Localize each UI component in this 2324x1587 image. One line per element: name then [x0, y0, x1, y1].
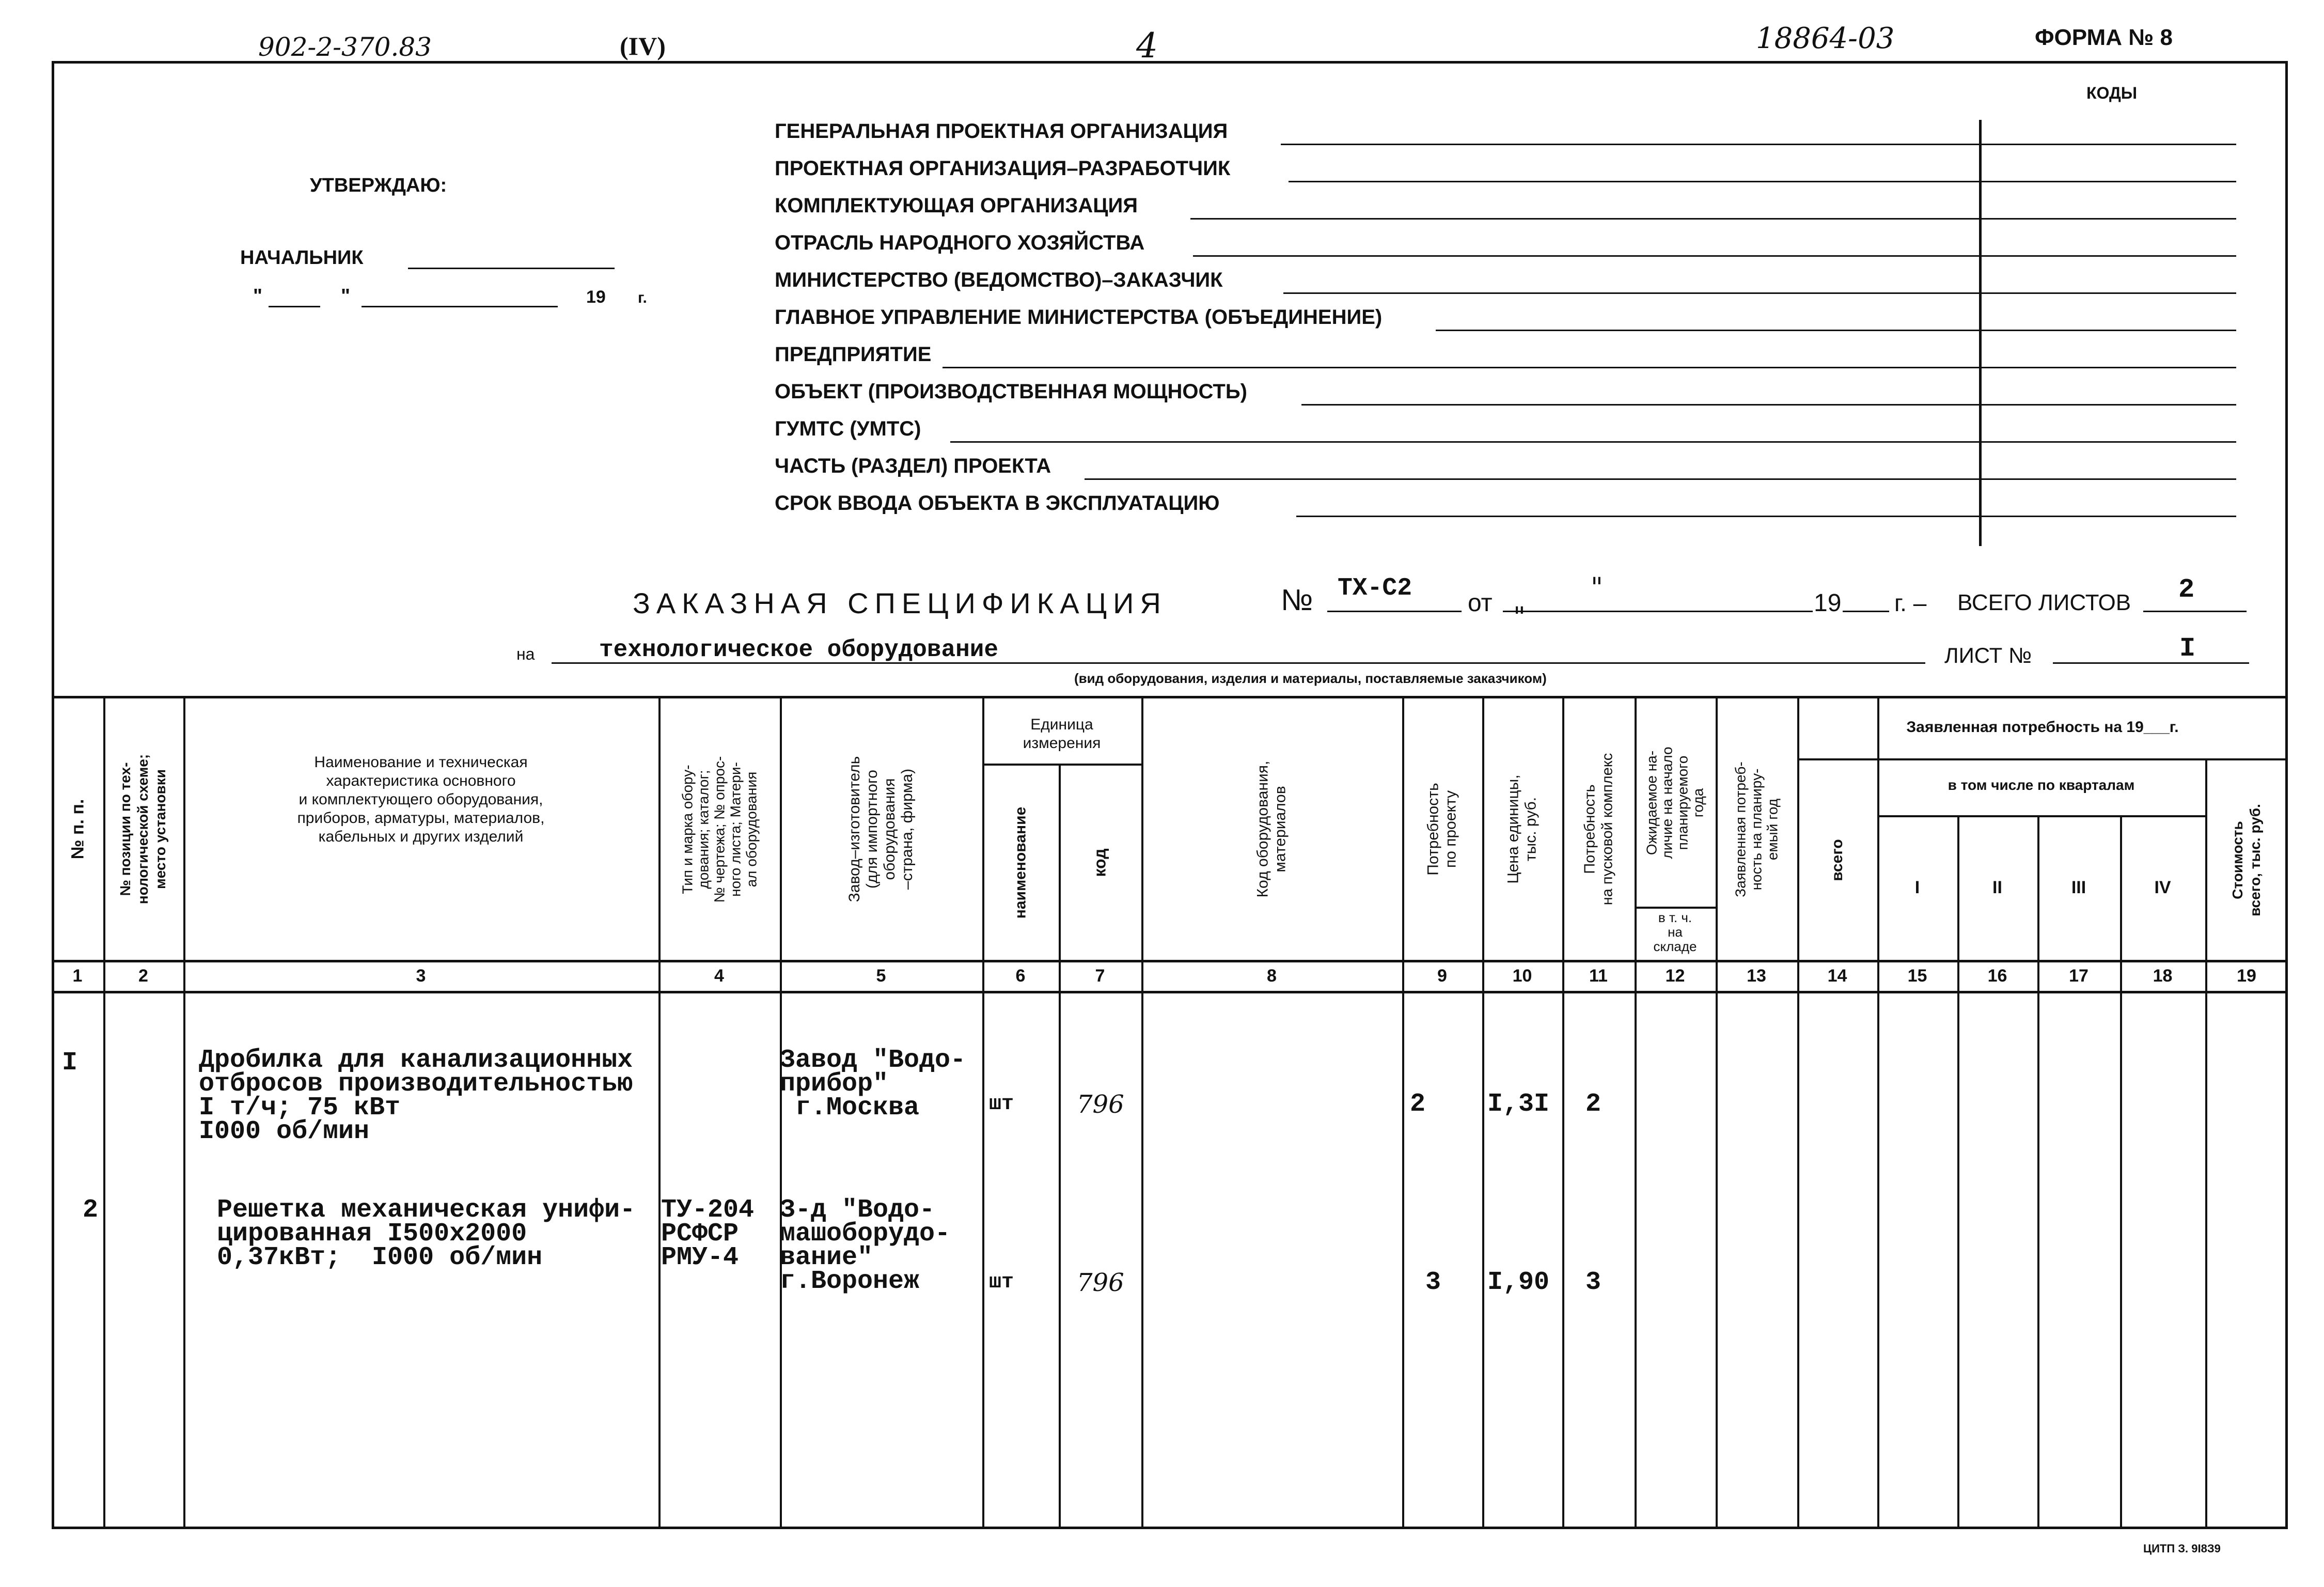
col-header-3: Наименование и техническая характеристика основного и комплектующего оборудования, приборов, арматуры, материалов, кабельных и других изделий — [297, 754, 545, 845]
column-number: 17 — [2069, 966, 2089, 986]
document-code: 902-2-370.83 — [258, 32, 432, 62]
date-year-prefix: 19 — [586, 287, 606, 307]
col-header-4: Тип и марка обору- дования; каталог; № чертежа; № опрос- ного листа; Матери- ал оборудования — [679, 756, 759, 903]
col-header-7: код — [1091, 848, 1109, 877]
org-field-line[interactable] — [1283, 292, 2236, 294]
row-launch: 3 — [1585, 1268, 1601, 1297]
row-unit-code: 796 — [1077, 1268, 1124, 1297]
col-header-10: Цена единицы, тыс. руб. — [1504, 774, 1540, 884]
row-unit-code: 796 — [1077, 1090, 1124, 1119]
org-field-line[interactable] — [1281, 144, 2236, 145]
c12-sub-divider — [1635, 907, 1716, 909]
spec-quote-open: " — [1591, 572, 1603, 603]
org-field-line[interactable] — [943, 367, 2236, 368]
column-number: 5 — [876, 966, 886, 986]
row-maker: Завод "Водо- прибор" г.Москва — [780, 1046, 966, 1123]
column-divider — [1957, 817, 1959, 1527]
column-number: 7 — [1095, 966, 1105, 986]
col-header-18: IV — [2154, 878, 2171, 897]
codes-divider — [1979, 120, 1982, 546]
column-number: 16 — [1987, 966, 2007, 986]
col-header-12: Ожидаемое на- личие на начало планируемого года — [1643, 746, 1706, 859]
org-field-line[interactable] — [1289, 181, 2236, 182]
row-launch: 2 — [1585, 1090, 1601, 1119]
spec-sheet-value: I — [2179, 633, 2196, 664]
org-field-label: МИНИСТЕРСТВО (ВЕДОМСТВО)–ЗАКАЗЧИК — [775, 269, 1223, 291]
date-quote-close: " — [341, 285, 351, 307]
org-field-label: ГЛАВНОЕ УПРАВЛЕНИЕ МИНИСТЕРСТВА (ОБЪЕДИНЕНИЕ) — [775, 306, 1383, 329]
column-number: 8 — [1267, 966, 1277, 986]
row-name: Дробилка для канализационных отбросов производительностью I т/ч; 75 кВт I000 об/мин — [199, 1046, 633, 1146]
form-label: ФОРМА № 8 — [2035, 25, 2173, 50]
spec-title: ЗАКАЗНАЯ СПЕЦИФИКАЦИЯ — [633, 587, 1167, 619]
row-unit: шт — [989, 1271, 1014, 1294]
col-header-9: Потребность по проекту — [1424, 783, 1459, 876]
col-header-6: наименование — [1012, 806, 1029, 919]
chief-label: НАЧАЛЬНИК — [240, 247, 364, 269]
col-header-15: I — [1914, 878, 1920, 897]
org-field-line[interactable] — [950, 441, 2236, 443]
spec-total-sheets-label: ВСЕГО ЛИСТОВ — [1957, 590, 2131, 615]
org-field-label: ОБЪЕКТ (ПРОИЗВОДСТВЕННАЯ МОЩНОСТЬ) — [775, 380, 1247, 403]
quarter-group-divider — [1877, 815, 2205, 817]
column-number: 1 — [72, 966, 83, 986]
column-number: 2 — [138, 966, 148, 986]
row-type: ТУ-204 РСФСР РМУ-4 — [661, 1195, 755, 1272]
registration-number: 18864-03 — [1756, 22, 1895, 55]
date-year-suffix: г. — [638, 289, 647, 306]
spec-year-prefix: 19 — [1814, 589, 1842, 617]
spec-from-label: от — [1468, 589, 1493, 617]
org-field-label: ПРЕДПРИЯТИЕ — [775, 343, 932, 366]
column-number: 3 — [416, 966, 426, 986]
plan-group-header: Заявленная потребность на 19___г. — [1906, 719, 2179, 736]
row-number: I — [62, 1048, 78, 1078]
org-field-label: ГЕНЕРАЛЬНАЯ ПРОЕКТНАЯ ОРГАНИЗАЦИЯ — [775, 120, 1228, 143]
org-field-label: ПРОЕКТНАЯ ОРГАНИЗАЦИЯ–РАЗРАБОТЧИК — [775, 157, 1231, 180]
column-number: 12 — [1665, 966, 1685, 986]
org-field-line[interactable] — [1296, 516, 2236, 517]
row-price: I,3I — [1487, 1090, 1550, 1119]
col-header-11: Потребность на пусковой комплекс — [1581, 753, 1615, 906]
spec-subject-note: (вид оборудования, изделия и материалы, поставляемые заказчиком) — [1074, 671, 1547, 686]
row-unit: шт — [989, 1093, 1014, 1116]
org-field-label: ОТРАСЛЬ НАРОДНОГО ХОЗЯЙСТВА — [775, 231, 1145, 254]
approve-label: УТВЕРЖДАЮ: — [310, 175, 447, 196]
column-number: 4 — [714, 966, 724, 986]
org-field-line[interactable] — [1436, 330, 2236, 331]
header-bottom-border — [52, 960, 2288, 962]
row-number: 2 — [83, 1195, 99, 1225]
column-number: 19 — [2237, 966, 2256, 986]
org-field-line[interactable] — [1190, 218, 2236, 220]
org-field-label: ГУМТС (УМТС) — [775, 417, 921, 440]
col-header-8: Код оборудования, материалов — [1254, 760, 1289, 898]
spec-date-line[interactable] — [1503, 611, 1813, 612]
column-number: 10 — [1512, 966, 1532, 986]
org-field-line[interactable] — [1301, 404, 2236, 406]
spec-number-label: № — [1281, 583, 1313, 617]
spec-on-label: на — [516, 645, 535, 663]
column-number: 14 — [1827, 966, 1847, 986]
col-header-19: Стоимость всего, тыс. руб. — [2229, 804, 2264, 916]
unit-group-header: Единица измерения — [1023, 716, 1101, 752]
column-number: 6 — [1015, 966, 1026, 986]
row-maker: З-д "Водо- машоборудо- вание" г.Воронеж — [780, 1195, 951, 1296]
column-number: 18 — [2153, 966, 2173, 986]
col-header-12-sub: в т. ч. на складе — [1653, 910, 1697, 954]
footer-stamp: ЦИТП З. 9I8З9 — [2143, 1542, 2221, 1555]
spec-year-line[interactable] — [1843, 611, 1889, 612]
colnum-bottom-border — [52, 991, 2288, 993]
spec-total-sheets-value: 2 — [2178, 574, 2195, 605]
page-number: 4 — [1136, 26, 1158, 66]
org-field-label: КОМПЛЕКТУЮЩАЯ ОРГАНИЗАЦИЯ — [775, 194, 1138, 217]
date-month-line[interactable] — [362, 306, 558, 307]
date-day-line[interactable] — [269, 306, 320, 307]
row-need: 3 — [1425, 1268, 1441, 1297]
codes-label: КОДЫ — [2086, 84, 2138, 102]
date-quote-open: " — [253, 285, 263, 307]
spec-number-value: ТХ-С2 — [1338, 574, 1412, 602]
spec-number-line[interactable] — [1327, 611, 1462, 612]
spec-total-sheets-line[interactable] — [2143, 611, 2247, 612]
spec-sheet-label: ЛИСТ № — [1944, 643, 2032, 667]
row-need: 2 — [1410, 1090, 1426, 1119]
column-number: 9 — [1437, 966, 1447, 986]
col-header-14: всего — [1828, 839, 1846, 881]
spec-year-suffix: г. – — [1894, 589, 1927, 616]
col-header-1: № п. п. — [68, 799, 88, 860]
org-field-label: СРОК ВВОДА ОБЪЕКТА В ЭКСПЛУАТАЦИЮ — [775, 492, 1220, 515]
column-divider — [2120, 817, 2122, 1527]
album-number: (IV) — [620, 32, 666, 60]
col-header-16: II — [1992, 878, 2002, 897]
col-header-2: № позиции по тех- нологической схеме; место установки — [117, 754, 169, 905]
chief-signature-line[interactable] — [408, 268, 615, 269]
column-number: 11 — [1589, 966, 1608, 986]
col-header-17: III — [2071, 878, 2086, 897]
row-price: I,90 — [1487, 1268, 1550, 1297]
spec-sheet-line[interactable] — [2053, 662, 2249, 664]
spec-quote-close: " — [1513, 602, 1526, 633]
col-header-5: Завод–изготовитель (для импортного оборудования –страна, фирма) — [845, 756, 916, 903]
column-divider — [1877, 698, 1879, 1527]
org-field-label: ЧАСТЬ (РАЗДЕЛ) ПРОЕКТА — [775, 455, 1051, 477]
column-number: 13 — [1747, 966, 1766, 986]
row-name: Решетка механическая унифи- цированная I500х2000 0,37кВт; I000 об/мин — [217, 1195, 636, 1272]
col-header-13: Заявленная потреб- ность на планиру- емый год — [1732, 761, 1781, 897]
org-field-line[interactable] — [1085, 478, 2236, 480]
column-number: 15 — [1907, 966, 1927, 986]
org-field-line[interactable] — [1193, 255, 2236, 257]
spec-subject: технологическое оборудование — [599, 636, 998, 663]
column-divider — [2037, 817, 2039, 1527]
quarter-group-header: в том числе по кварталам — [1948, 777, 2135, 793]
